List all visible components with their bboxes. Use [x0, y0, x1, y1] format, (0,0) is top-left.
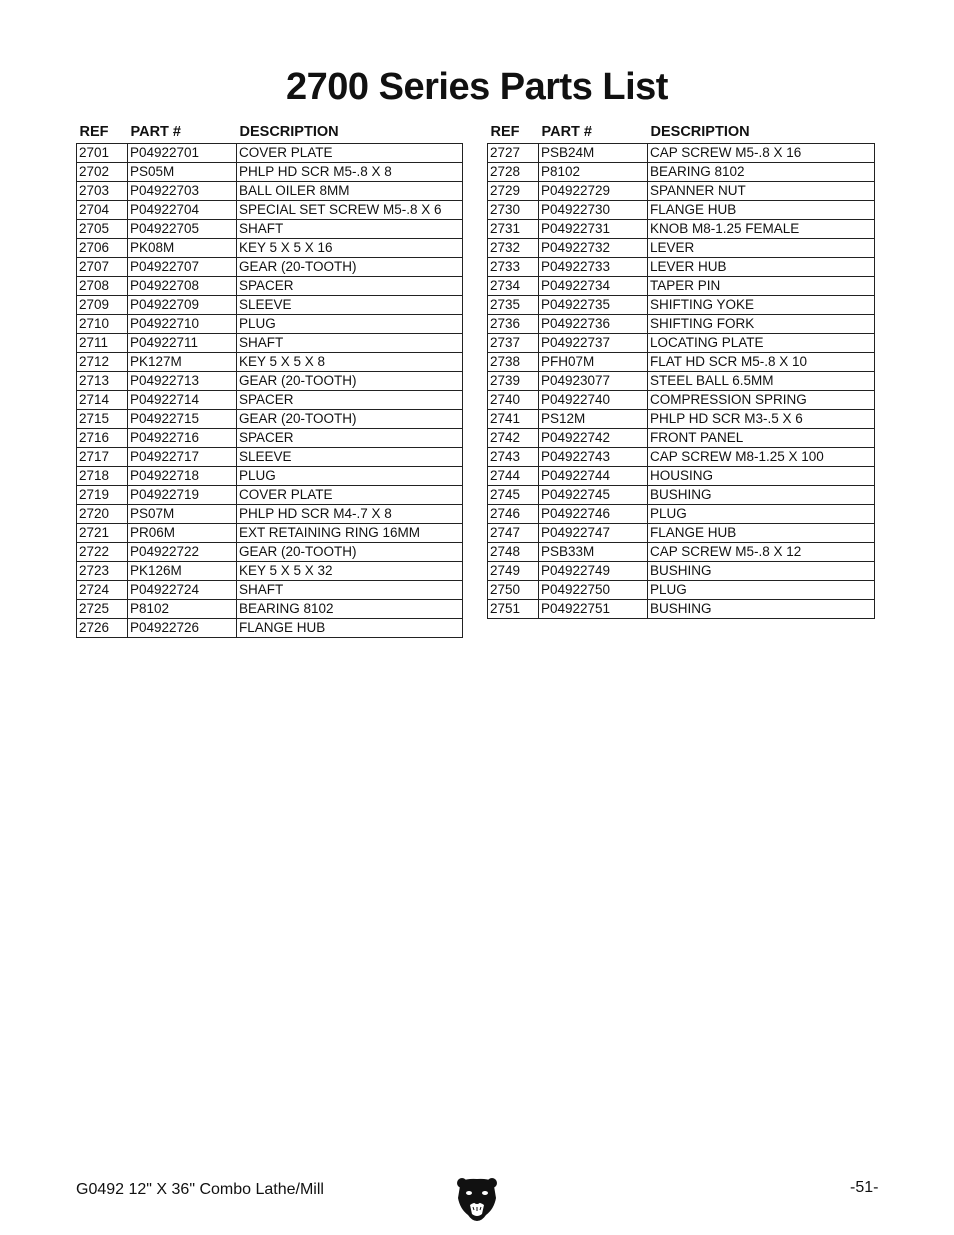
cell-part-number: P04922718 [128, 467, 237, 486]
table-row [77, 543, 463, 562]
table-row [488, 163, 875, 182]
cell-part-number: PFH07M [539, 353, 648, 372]
cell-description: PHLP HD SCR M4-.7 X 8 [237, 505, 463, 524]
table-row [77, 467, 463, 486]
table-row [77, 391, 463, 410]
cell-description: GEAR (20-TOOTH) [237, 410, 463, 429]
cell-part-number: P04922703 [128, 182, 237, 201]
cell-part-number: PK127M [128, 353, 237, 372]
cell-description: FLANGE HUB [237, 619, 463, 638]
table-row [488, 391, 875, 410]
cell-description: FLANGE HUB [648, 524, 875, 543]
cell-ref: 2706 [77, 239, 128, 258]
cell-ref: 2728 [488, 163, 539, 182]
cell-description: GEAR (20-TOOTH) [237, 372, 463, 391]
cell-ref: 2735 [488, 296, 539, 315]
table-row [488, 258, 875, 277]
cell-part-number: P8102 [539, 163, 648, 182]
cell-description: CAP SCREW M5-.8 X 12 [648, 543, 875, 562]
cell-ref: 2731 [488, 220, 539, 239]
cell-part-number: PS12M [539, 410, 648, 429]
table-row [488, 429, 875, 448]
table-row [488, 353, 875, 372]
table-row [77, 562, 463, 581]
table-row [77, 277, 463, 296]
cell-description: KEY 5 X 5 X 32 [237, 562, 463, 581]
table-row [488, 410, 875, 429]
cell-description: SPACER [237, 391, 463, 410]
cell-ref: 2742 [488, 429, 539, 448]
cell-part-number: P04922751 [539, 600, 648, 619]
cell-part-number: P04922716 [128, 429, 237, 448]
cell-description: SPANNER NUT [648, 182, 875, 201]
cell-description: BEARING 8102 [237, 600, 463, 619]
parts-table-left [76, 120, 463, 638]
cell-ref: 2724 [77, 581, 128, 600]
cell-description: KEY 5 X 5 X 16 [237, 239, 463, 258]
cell-ref: 2704 [77, 201, 128, 220]
table-row [488, 201, 875, 220]
cell-part-number: P04922724 [128, 581, 237, 600]
table-row [77, 334, 463, 353]
table-row [488, 448, 875, 467]
cell-part-number: P04922709 [128, 296, 237, 315]
cell-description: EXT RETAINING RING 16MM [237, 524, 463, 543]
cell-description: SHAFT [237, 581, 463, 600]
table-row [488, 524, 875, 543]
table-row [77, 372, 463, 391]
table-row [488, 505, 875, 524]
cell-part-number: P04922722 [128, 543, 237, 562]
header-ref: REF [490, 123, 520, 140]
cell-ref: 2748 [488, 543, 539, 562]
cell-ref: 2721 [77, 524, 128, 543]
cell-ref: 2737 [488, 334, 539, 353]
cell-part-number: P04922732 [539, 239, 648, 258]
cell-description: KEY 5 X 5 X 8 [237, 353, 463, 372]
header-description: DESCRIPTION [239, 123, 339, 140]
cell-part-number: P04922735 [539, 296, 648, 315]
cell-part-number: P04922736 [539, 315, 648, 334]
cell-part-number: P04922743 [539, 448, 648, 467]
cell-part-number: P04923077 [539, 372, 648, 391]
cell-part-number: PK08M [128, 239, 237, 258]
cell-ref: 2750 [488, 581, 539, 600]
cell-description: BUSHING [648, 562, 875, 581]
table-row [488, 296, 875, 315]
table-row [488, 600, 875, 619]
table-row [488, 467, 875, 486]
header-ref: REF [79, 123, 109, 140]
cell-part-number: P04922745 [539, 486, 648, 505]
table-row [77, 182, 463, 201]
cell-description: SHAFT [237, 334, 463, 353]
cell-ref: 2702 [77, 163, 128, 182]
table-row [488, 277, 875, 296]
cell-ref: 2734 [488, 277, 539, 296]
table-row [488, 334, 875, 353]
cell-part-number: P04922726 [128, 619, 237, 638]
cell-ref: 2729 [488, 182, 539, 201]
cell-part-number: P04922747 [539, 524, 648, 543]
table-row [77, 486, 463, 505]
cell-description: COMPRESSION SPRING [648, 391, 875, 410]
header-part: PART # [130, 123, 181, 140]
cell-ref: 2751 [488, 600, 539, 619]
cell-description: SHIFTING FORK [648, 315, 875, 334]
cell-part-number: P04922737 [539, 334, 648, 353]
cell-description: PLUG [648, 505, 875, 524]
table-row [77, 315, 463, 334]
table-row [488, 372, 875, 391]
cell-part-number: P04922714 [128, 391, 237, 410]
table-row [77, 144, 463, 163]
cell-part-number: P04922704 [128, 201, 237, 220]
cell-ref: 2718 [77, 467, 128, 486]
grizzly-bear-icon [456, 1176, 498, 1222]
cell-ref: 2707 [77, 258, 128, 277]
cell-part-number: P04922746 [539, 505, 648, 524]
cell-description: BUSHING [648, 600, 875, 619]
cell-part-number: P04922740 [539, 391, 648, 410]
cell-part-number: P04922710 [128, 315, 237, 334]
table-row [77, 410, 463, 429]
table-row [77, 163, 463, 182]
table-row [77, 429, 463, 448]
cell-part-number: P04922750 [539, 581, 648, 600]
table-row [77, 201, 463, 220]
cell-part-number: PSB33M [539, 543, 648, 562]
cell-part-number: PS07M [128, 505, 237, 524]
cell-ref: 2736 [488, 315, 539, 334]
cell-ref: 2746 [488, 505, 539, 524]
table-row [77, 600, 463, 619]
cell-description: LEVER HUB [648, 258, 875, 277]
cell-part-number: P04922744 [539, 467, 648, 486]
table-row [488, 315, 875, 334]
header-part: PART # [541, 123, 592, 140]
cell-description: TAPER PIN [648, 277, 875, 296]
cell-ref: 2703 [77, 182, 128, 201]
cell-part-number: P8102 [128, 600, 237, 619]
cell-part-number: P04922708 [128, 277, 237, 296]
cell-part-number: PK126M [128, 562, 237, 581]
cell-ref: 2747 [488, 524, 539, 543]
cell-ref: 2722 [77, 543, 128, 562]
header-description: DESCRIPTION [650, 123, 750, 140]
cell-description: COVER PLATE [237, 486, 463, 505]
table-row [77, 505, 463, 524]
cell-ref: 2743 [488, 448, 539, 467]
cell-description: COVER PLATE [237, 144, 463, 163]
cell-ref: 2709 [77, 296, 128, 315]
cell-ref: 2705 [77, 220, 128, 239]
table-row [488, 182, 875, 201]
cell-ref: 2720 [77, 505, 128, 524]
cell-ref: 2712 [77, 353, 128, 372]
table-header-row [77, 120, 463, 144]
cell-description: STEEL BALL 6.5MM [648, 372, 875, 391]
cell-part-number: PSB24M [539, 144, 648, 163]
cell-ref: 2738 [488, 353, 539, 372]
cell-description: PLUG [237, 315, 463, 334]
cell-description: BEARING 8102 [648, 163, 875, 182]
table-row [77, 220, 463, 239]
table-row [77, 581, 463, 600]
cell-description: FLAT HD SCR M5-.8 X 10 [648, 353, 875, 372]
cell-part-number: P04922705 [128, 220, 237, 239]
cell-description: GEAR (20-TOOTH) [237, 543, 463, 562]
table-row [488, 543, 875, 562]
table-row [488, 144, 875, 163]
cell-ref: 2714 [77, 391, 128, 410]
table-row [77, 296, 463, 315]
cell-part-number: P04922701 [128, 144, 237, 163]
cell-description: SHIFTING YOKE [648, 296, 875, 315]
cell-description: KNOB M8-1.25 FEMALE [648, 220, 875, 239]
cell-ref: 2723 [77, 562, 128, 581]
page-title: 2700 Series Parts List [286, 66, 668, 108]
cell-description: BUSHING [648, 486, 875, 505]
cell-description: CAP SCREW M5-.8 X 16 [648, 144, 875, 163]
cell-ref: 2725 [77, 600, 128, 619]
parts-table-right [487, 120, 875, 619]
cell-description: PLUG [648, 581, 875, 600]
cell-description: SPACER [237, 429, 463, 448]
cell-description: GEAR (20-TOOTH) [237, 258, 463, 277]
cell-part-number: P04922711 [128, 334, 237, 353]
cell-ref: 2745 [488, 486, 539, 505]
table-row [77, 448, 463, 467]
cell-ref: 2727 [488, 144, 539, 163]
table-header-row [488, 120, 875, 144]
table-row [488, 239, 875, 258]
cell-ref: 2717 [77, 448, 128, 467]
cell-ref: 2711 [77, 334, 128, 353]
cell-ref: 2730 [488, 201, 539, 220]
cell-description: CAP SCREW M8-1.25 X 100 [648, 448, 875, 467]
cell-description: PHLP HD SCR M5-.8 X 8 [237, 163, 463, 182]
cell-ref: 2741 [488, 410, 539, 429]
cell-ref: 2732 [488, 239, 539, 258]
cell-description: PLUG [237, 467, 463, 486]
cell-part-number: P04922713 [128, 372, 237, 391]
cell-part-number: P04922734 [539, 277, 648, 296]
table-row [77, 524, 463, 543]
cell-ref: 2739 [488, 372, 539, 391]
cell-ref: 2719 [77, 486, 128, 505]
table-row [77, 619, 463, 638]
cell-ref: 2716 [77, 429, 128, 448]
cell-part-number: P04922717 [128, 448, 237, 467]
table-row [488, 581, 875, 600]
cell-part-number: P04922715 [128, 410, 237, 429]
cell-description: SHAFT [237, 220, 463, 239]
cell-part-number: P04922730 [539, 201, 648, 220]
cell-ref: 2715 [77, 410, 128, 429]
cell-description: LEVER [648, 239, 875, 258]
cell-ref: 2701 [77, 144, 128, 163]
cell-part-number: PR06M [128, 524, 237, 543]
cell-description: FLANGE HUB [648, 201, 875, 220]
table-row [77, 258, 463, 277]
cell-part-number: P04922729 [539, 182, 648, 201]
cell-description: LOCATING PLATE [648, 334, 875, 353]
cell-part-number: P04922731 [539, 220, 648, 239]
table-row [77, 353, 463, 372]
cell-ref: 2749 [488, 562, 539, 581]
table-row [488, 220, 875, 239]
cell-part-number: P04922707 [128, 258, 237, 277]
footer-model-name: G0492 12" X 36" Combo Lathe/Mill [76, 1181, 324, 1198]
cell-description: BALL OILER 8MM [237, 182, 463, 201]
cell-description: SLEEVE [237, 296, 463, 315]
cell-description: PHLP HD SCR M3-.5 X 6 [648, 410, 875, 429]
cell-ref: 2710 [77, 315, 128, 334]
cell-ref: 2726 [77, 619, 128, 638]
cell-ref: 2733 [488, 258, 539, 277]
cell-ref: 2744 [488, 467, 539, 486]
cell-description: SPECIAL SET SCREW M5-.8 X 6 [237, 201, 463, 220]
cell-ref: 2740 [488, 391, 539, 410]
cell-part-number: P04922742 [539, 429, 648, 448]
cell-part-number: P04922719 [128, 486, 237, 505]
table-row [488, 562, 875, 581]
cell-part-number: P04922733 [539, 258, 648, 277]
cell-description: SLEEVE [237, 448, 463, 467]
cell-description: SPACER [237, 277, 463, 296]
cell-part-number: PS05M [128, 163, 237, 182]
cell-ref: 2708 [77, 277, 128, 296]
cell-description: HOUSING [648, 467, 875, 486]
page-number: -51- [850, 1179, 879, 1196]
table-row [77, 239, 463, 258]
cell-ref: 2713 [77, 372, 128, 391]
cell-description: FRONT PANEL [648, 429, 875, 448]
cell-part-number: P04922749 [539, 562, 648, 581]
table-row [488, 486, 875, 505]
